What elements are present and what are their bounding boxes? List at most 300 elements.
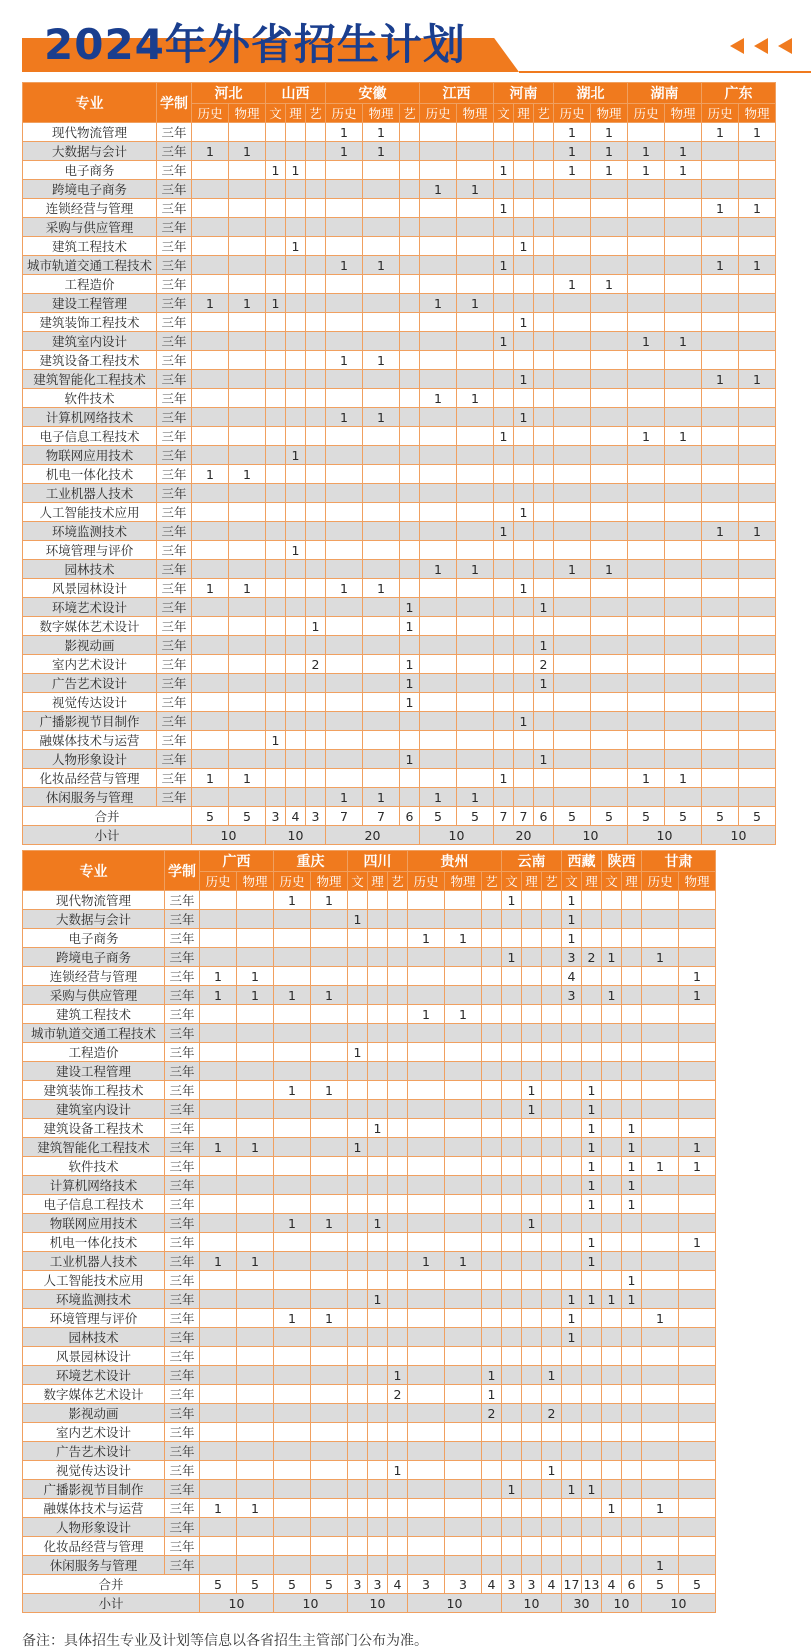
quota-cell [494, 313, 514, 332]
quota-cell: 1 [522, 1214, 542, 1233]
quota-cell: 1 [702, 522, 739, 541]
quota-cell [363, 769, 400, 788]
major-name: 广播影视节目制作 [23, 1480, 165, 1499]
quota-cell [192, 351, 229, 370]
quota-cell: 1 [514, 408, 534, 427]
quota-cell [628, 579, 665, 598]
quota-cell [229, 655, 266, 674]
total-cell: 5 [192, 807, 229, 826]
quota-cell [494, 237, 514, 256]
quota-cell [306, 161, 326, 180]
quota-cell [679, 1366, 716, 1385]
quota-cell [482, 1271, 502, 1290]
major-name: 现代物流管理 [23, 123, 157, 142]
quota-cell [502, 1385, 522, 1404]
quota-cell [534, 484, 554, 503]
quota-cell [237, 1024, 274, 1043]
quota-cell: 1 [602, 1499, 622, 1518]
quota-cell [739, 446, 776, 465]
major-name: 风景园林设计 [23, 1347, 165, 1366]
quota-cell [534, 256, 554, 275]
quota-cell [192, 788, 229, 807]
table-row [23, 617, 776, 636]
quota-cell [348, 1024, 368, 1043]
quota-cell [702, 218, 739, 237]
quota-cell [445, 1461, 482, 1480]
quota-cell [622, 1385, 642, 1404]
quota-cell [622, 891, 642, 910]
quota-cell [445, 1043, 482, 1062]
quota-cell [702, 446, 739, 465]
quota-cell [266, 579, 286, 598]
quota-cell [266, 750, 286, 769]
subject-header: 理 [622, 872, 642, 891]
quota-cell [702, 142, 739, 161]
quota-cell: 1 [582, 1195, 602, 1214]
table-row [23, 370, 776, 389]
quota-cell: 1 [286, 237, 306, 256]
quota-cell [514, 294, 534, 313]
duration-cell: 三年 [165, 1366, 200, 1385]
major-name: 工业机器人技术 [23, 1252, 165, 1271]
total-cell: 5 [311, 1575, 348, 1594]
quota-cell [400, 389, 420, 408]
quota-cell [229, 446, 266, 465]
quota-cell [702, 731, 739, 750]
quota-cell [363, 560, 400, 579]
quota-cell [582, 1062, 602, 1081]
quota-cell [266, 465, 286, 484]
quota-cell: 1 [494, 161, 514, 180]
total-cell: 7 [326, 807, 363, 826]
quota-cell: 1 [582, 1233, 602, 1252]
quota-cell [522, 1347, 542, 1366]
quota-cell [445, 1385, 482, 1404]
quota-cell [628, 123, 665, 142]
subject-header: 理 [514, 104, 534, 123]
duration-cell: 三年 [165, 1252, 200, 1271]
major-name: 环境监测技术 [23, 522, 157, 541]
quota-cell [457, 617, 494, 636]
quota-cell [628, 408, 665, 427]
table-row [23, 427, 776, 446]
quota-cell [591, 237, 628, 256]
quota-cell [502, 1442, 522, 1461]
quota-cell [602, 1176, 622, 1195]
major-name: 物联网应用技术 [23, 446, 157, 465]
quota-cell [237, 910, 274, 929]
table-row [23, 1081, 716, 1100]
quota-cell [326, 370, 363, 389]
table-row [23, 598, 776, 617]
quota-cell [266, 351, 286, 370]
quota-cell [562, 1081, 582, 1100]
totals-row [23, 807, 776, 826]
quota-cell [482, 948, 502, 967]
quota-cell [542, 1271, 562, 1290]
quota-cell [286, 389, 306, 408]
quota-cell [502, 1499, 522, 1518]
major-name: 影视动画 [23, 636, 157, 655]
quota-cell: 1 [286, 541, 306, 560]
quota-cell [642, 1271, 679, 1290]
quota-cell [534, 465, 554, 484]
quota-cell [514, 750, 534, 769]
quota-cell [274, 1043, 311, 1062]
quota-cell [400, 332, 420, 351]
quota-cell: 1 [192, 579, 229, 598]
quota-cell: 1 [457, 788, 494, 807]
quota-cell [192, 446, 229, 465]
quota-cell [348, 1195, 368, 1214]
quota-cell [400, 142, 420, 161]
quota-cell [554, 769, 591, 788]
duration-cell: 三年 [157, 484, 192, 503]
quota-cell [494, 218, 514, 237]
total-cell: 5 [200, 1575, 237, 1594]
quota-cell [739, 636, 776, 655]
quota-cell [482, 1062, 502, 1081]
quota-cell [274, 1480, 311, 1499]
table-row [23, 1423, 716, 1442]
duration-cell: 三年 [157, 446, 192, 465]
quota-cell [562, 1062, 582, 1081]
duration-cell: 三年 [157, 332, 192, 351]
duration-cell: 三年 [157, 636, 192, 655]
quota-cell [326, 161, 363, 180]
quota-cell [420, 731, 457, 750]
quota-cell [482, 1499, 502, 1518]
quota-cell [562, 1442, 582, 1461]
quota-cell [482, 1252, 502, 1271]
quota-cell [348, 1480, 368, 1499]
quota-cell [494, 674, 514, 693]
table-row [23, 986, 716, 1005]
total-cell: 5 [237, 1575, 274, 1594]
quota-cell: 1 [582, 1290, 602, 1309]
quota-cell [522, 1556, 542, 1575]
quota-cell [702, 636, 739, 655]
quota-cell [494, 750, 514, 769]
quota-cell [514, 484, 534, 503]
quota-cell: 1 [582, 1119, 602, 1138]
quota-cell [368, 1328, 388, 1347]
quota-cell [274, 1195, 311, 1214]
duration-cell: 三年 [157, 408, 192, 427]
quota-cell [628, 370, 665, 389]
quota-cell: 1 [192, 142, 229, 161]
quota-cell [542, 986, 562, 1005]
quota-cell [494, 465, 514, 484]
quota-cell [326, 560, 363, 579]
quota-cell [200, 1442, 237, 1461]
quota-cell [502, 910, 522, 929]
quota-cell [363, 294, 400, 313]
quota-cell [702, 161, 739, 180]
quota-cell [286, 598, 306, 617]
quota-cell [582, 1423, 602, 1442]
quota-cell [326, 237, 363, 256]
quota-cell [642, 1062, 679, 1081]
quota-cell [445, 1024, 482, 1043]
quota-cell: 1 [562, 1290, 582, 1309]
quota-cell [628, 237, 665, 256]
quota-cell [420, 712, 457, 731]
quota-cell [229, 674, 266, 693]
quota-cell [542, 1328, 562, 1347]
quota-cell [628, 389, 665, 408]
quota-cell [482, 1480, 502, 1499]
total-cell: 5 [229, 807, 266, 826]
quota-cell: 1 [420, 560, 457, 579]
table-row [23, 1328, 716, 1347]
quota-cell [534, 693, 554, 712]
table-row [23, 1157, 716, 1176]
total-cell: 7 [514, 807, 534, 826]
quota-cell [591, 180, 628, 199]
quota-cell [582, 1347, 602, 1366]
quota-cell [266, 598, 286, 617]
quota-cell [642, 1005, 679, 1024]
quota-cell [192, 218, 229, 237]
quota-cell [534, 275, 554, 294]
quota-cell [229, 522, 266, 541]
total-cell: 4 [388, 1575, 408, 1594]
quota-cell: 3 [562, 986, 582, 1005]
quota-cell [534, 313, 554, 332]
quota-cell [420, 313, 457, 332]
quota-cell [702, 389, 739, 408]
quota-cell [420, 408, 457, 427]
quota-cell [665, 123, 702, 142]
quota-cell: 1 [679, 967, 716, 986]
quota-cell [665, 541, 702, 560]
quota-cell [348, 1518, 368, 1537]
quota-cell [534, 522, 554, 541]
quota-cell: 1 [368, 1290, 388, 1309]
quota-cell [665, 465, 702, 484]
quota-cell [348, 1404, 368, 1423]
major-name: 人物形象设计 [23, 750, 157, 769]
quota-cell [408, 1518, 445, 1537]
quota-cell [400, 503, 420, 522]
quota-cell [286, 294, 306, 313]
subject-header: 理 [286, 104, 306, 123]
quota-cell [679, 1100, 716, 1119]
quota-cell [679, 910, 716, 929]
quota-cell [739, 180, 776, 199]
quota-cell: 1 [348, 910, 368, 929]
quota-cell [306, 579, 326, 598]
quota-cell [420, 446, 457, 465]
quota-cell [665, 655, 702, 674]
quota-cell [679, 1195, 716, 1214]
quota-cell [514, 788, 534, 807]
duration-cell: 三年 [165, 1138, 200, 1157]
quota-cell [494, 693, 514, 712]
quota-cell [522, 1119, 542, 1138]
quota-cell: 1 [457, 180, 494, 199]
quota-cell [368, 1423, 388, 1442]
duration-cell: 三年 [165, 948, 200, 967]
total-cell: 17 [562, 1575, 582, 1594]
major-name: 工程造价 [23, 275, 157, 294]
quota-cell [192, 731, 229, 750]
quota-cell: 1 [266, 161, 286, 180]
quota-cell [286, 769, 306, 788]
major-name: 建筑设备工程技术 [23, 1119, 165, 1138]
quota-cell: 1 [582, 1081, 602, 1100]
quota-cell [542, 910, 562, 929]
table-row [23, 1119, 716, 1138]
quota-cell [582, 1366, 602, 1385]
major-name: 建筑智能化工程技术 [23, 1138, 165, 1157]
quota-cell: 1 [582, 1252, 602, 1271]
quota-cell [542, 1556, 562, 1575]
quota-cell [420, 427, 457, 446]
quota-cell [348, 1176, 368, 1195]
quota-cell [400, 712, 420, 731]
quota-cell [602, 1366, 622, 1385]
quota-cell [348, 1328, 368, 1347]
quota-cell [400, 313, 420, 332]
quota-cell [192, 598, 229, 617]
quota-cell [274, 1347, 311, 1366]
quota-cell [622, 1423, 642, 1442]
quota-cell [665, 351, 702, 370]
quota-cell [542, 1214, 562, 1233]
quota-cell [348, 967, 368, 986]
quota-cell: 1 [400, 674, 420, 693]
quota-cell: 1 [363, 351, 400, 370]
quota-cell [522, 1328, 542, 1347]
province-header: 贵州 [408, 851, 502, 872]
quota-cell: 1 [237, 986, 274, 1005]
quota-cell [482, 1442, 502, 1461]
quota-cell [388, 1271, 408, 1290]
quota-cell [326, 617, 363, 636]
quota-cell [368, 1252, 388, 1271]
quota-cell [363, 465, 400, 484]
table-row [23, 891, 716, 910]
quota-cell [420, 256, 457, 275]
quota-cell [739, 560, 776, 579]
subject-header: 文 [562, 872, 582, 891]
quota-cell [482, 1328, 502, 1347]
quota-cell [200, 1062, 237, 1081]
quota-cell: 1 [554, 161, 591, 180]
quota-cell [482, 1233, 502, 1252]
quota-cell [200, 1404, 237, 1423]
quota-cell [702, 294, 739, 313]
quota-cell: 1 [482, 1385, 502, 1404]
quota-cell [326, 446, 363, 465]
quota-cell [502, 1252, 522, 1271]
quota-cell [522, 1271, 542, 1290]
quota-cell [266, 788, 286, 807]
quota-cell [286, 522, 306, 541]
quota-cell [420, 541, 457, 560]
quota-cell [502, 1518, 522, 1537]
total-cell: 4 [482, 1575, 502, 1594]
quota-cell [554, 617, 591, 636]
quota-cell [274, 1157, 311, 1176]
duration-cell: 三年 [157, 788, 192, 807]
quota-cell [665, 294, 702, 313]
quota-cell [602, 1423, 622, 1442]
quota-cell: 1 [602, 986, 622, 1005]
left-arrow-icon [730, 38, 744, 54]
quota-cell [266, 541, 286, 560]
quota-cell [582, 1461, 602, 1480]
duration-cell: 三年 [165, 1119, 200, 1138]
quota-cell [388, 1043, 408, 1062]
quota-cell [311, 1252, 348, 1271]
quota-cell: 1 [554, 123, 591, 142]
quota-cell [311, 1537, 348, 1556]
duration-cell: 三年 [165, 1005, 200, 1024]
quota-cell [739, 693, 776, 712]
province-header: 山西 [266, 83, 326, 104]
duration-cell: 三年 [157, 123, 192, 142]
quota-cell: 1 [400, 617, 420, 636]
quota-cell [400, 788, 420, 807]
quota-cell [457, 541, 494, 560]
quota-cell: 1 [311, 986, 348, 1005]
quota-cell [665, 693, 702, 712]
quota-cell [445, 1518, 482, 1537]
quota-cell [502, 986, 522, 1005]
quota-cell [665, 674, 702, 693]
quota-cell [602, 1252, 622, 1271]
quota-cell [408, 1537, 445, 1556]
quota-cell: 1 [679, 1138, 716, 1157]
quota-cell [388, 948, 408, 967]
subject-header: 文 [602, 872, 622, 891]
quota-cell [679, 1347, 716, 1366]
subject-header: 历史 [192, 104, 229, 123]
quota-cell [622, 1404, 642, 1423]
subtotal-cell: 10 [628, 826, 702, 845]
quota-cell [457, 636, 494, 655]
quota-cell [311, 1404, 348, 1423]
quota-cell [602, 1309, 622, 1328]
quota-cell [522, 1062, 542, 1081]
quota-cell: 2 [534, 655, 554, 674]
quota-cell [311, 929, 348, 948]
quota-cell [739, 484, 776, 503]
table-row [23, 408, 776, 427]
quota-cell [602, 1347, 622, 1366]
quota-cell [229, 218, 266, 237]
quota-cell: 1 [420, 180, 457, 199]
total-cell: 5 [679, 1575, 716, 1594]
quota-cell: 2 [482, 1404, 502, 1423]
quota-cell [286, 427, 306, 446]
quota-cell [306, 313, 326, 332]
quota-cell [237, 1480, 274, 1499]
quota-cell [502, 1138, 522, 1157]
total-cell: 3 [368, 1575, 388, 1594]
duration-cell: 三年 [165, 1461, 200, 1480]
quota-cell [286, 351, 306, 370]
quota-cell [229, 161, 266, 180]
quota-cell [702, 712, 739, 731]
quota-cell [622, 1537, 642, 1556]
quota-cell [582, 1043, 602, 1062]
quota-cell [400, 560, 420, 579]
quota-cell [582, 891, 602, 910]
